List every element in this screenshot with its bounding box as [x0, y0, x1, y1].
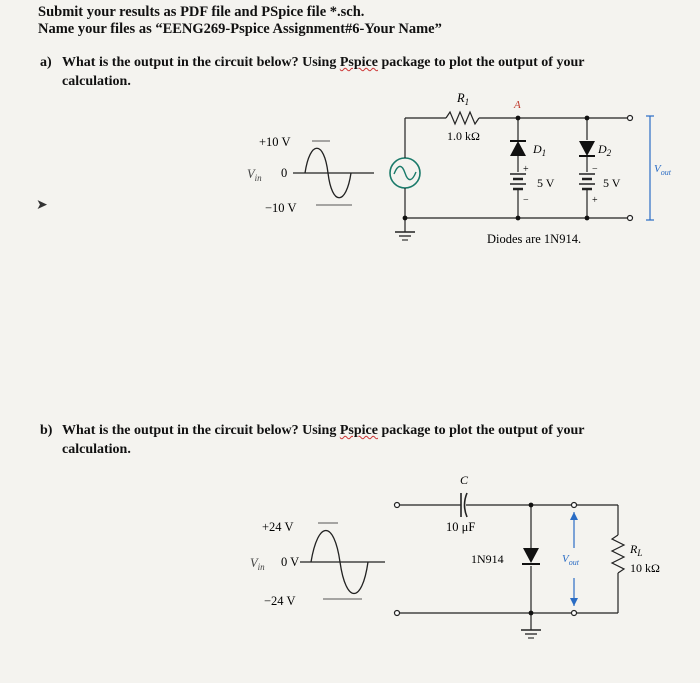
circuit-b-plus-label: +24 V — [262, 520, 294, 534]
circuit-a-vout-label: $V_{out}$ — [654, 163, 671, 177]
question-a-text-2: package to plot the output of your — [377, 55, 585, 70]
circuit-b-vin-label: $V_{in}$ — [250, 556, 265, 572]
circuit-a-d2-label: $D_2$ — [598, 142, 612, 158]
question-a-pspice: Pspice — [339, 55, 378, 70]
circuit-a-vin-label: $V_{in}$ — [247, 167, 262, 183]
circuit-a-bat1-plus: + — [523, 164, 529, 175]
question-a-index: a) — [40, 55, 52, 70]
circuit-a-bat1-value: 5 V — [537, 176, 555, 190]
circuit-a-node-label: A — [514, 99, 521, 111]
circuit-a-plus-label: +10 V — [259, 135, 291, 149]
question-a — [40, 53, 640, 91]
circuit-a-r1-value: 1.0 kΩ — [447, 129, 480, 143]
question-b-text-1: What is the output in the circuit below? Using — [62, 423, 340, 438]
circuit-a-minus-label: −10 V — [265, 201, 297, 215]
circuit-a-bat2-plus: + — [592, 195, 598, 206]
circuit-a-bat2-minus: − — [592, 164, 598, 175]
question-b-text-2: package to plot the output of your — [377, 423, 585, 438]
circuit-a-bat2-value: 5 V — [603, 176, 621, 190]
circuit-b-diode-label: 1N914 — [471, 552, 504, 566]
circuit-a-d1-label: $D_1$ — [533, 142, 547, 158]
circuit-b-zero-label: 0 V — [281, 555, 300, 569]
circuit-b-cap-value: 10 μF — [446, 520, 476, 534]
question-b — [40, 421, 640, 459]
submission-instructions: Submit your results as PDF file and PSpice file *.sch. — [38, 4, 365, 20]
circuit-b-vout-label: $V_{out}$ — [562, 553, 579, 567]
question-b-index: b) — [40, 423, 53, 438]
circuit-b-rl-label: $R_L$ — [630, 542, 643, 558]
question-b-pspice: Pspice — [339, 423, 378, 438]
question-a-text-3: calculation. — [62, 74, 131, 89]
file-naming-instructions: Name your files as “EENG269-Pspice Assignment#6-Your Name” — [38, 21, 442, 37]
circuit-b-minus-label: −24 V — [264, 594, 296, 608]
circuit-a-zero-label: 0 — [281, 166, 288, 180]
circuit-a-r1-label: $R_1$ — [457, 91, 470, 107]
circuit-b-cap-label: C — [460, 473, 469, 487]
question-b-text-3: calculation. — [62, 442, 131, 457]
circuit-b-rl-value: 10 kΩ — [630, 561, 660, 575]
circuit-a-bat1-minus: − — [523, 195, 529, 206]
question-a-text-1: What is the output in the circuit below? Using — [62, 55, 340, 70]
cursor-arrow-icon: ➤ — [36, 198, 48, 213]
circuit-a-note: Diodes are 1N914. — [487, 232, 582, 246]
